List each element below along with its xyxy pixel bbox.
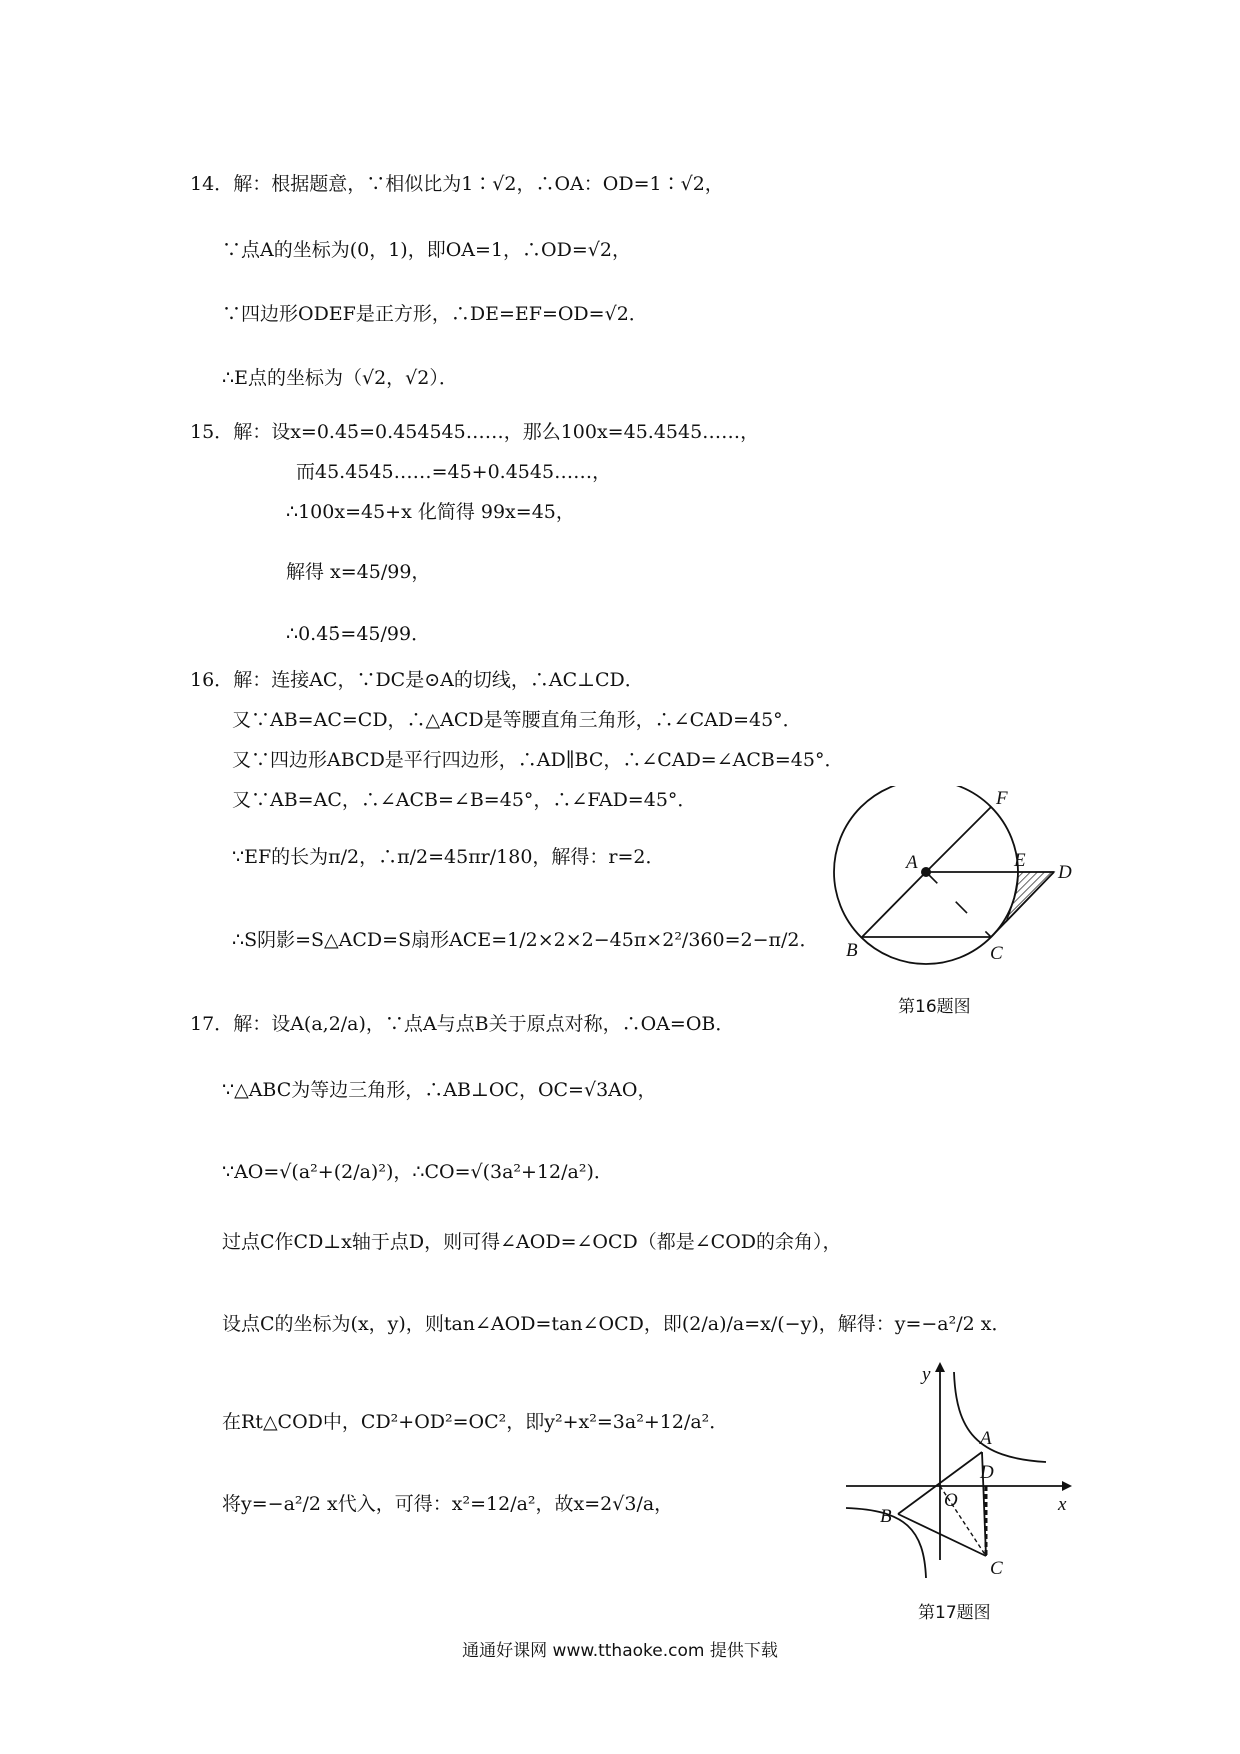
fig16-label-b: B <box>846 940 858 961</box>
p17-line1-text: 解：设A(a,2/a)，∵点A与点B关于原点对称，∴OA=OB． <box>233 1013 735 1035</box>
p14-line3: ∵四边形ODEF是正方形，∴DE=EF=OD=√2． <box>222 303 648 325</box>
fig17-label-x: x <box>1058 1494 1067 1515</box>
fig17-y-arrow <box>935 1362 945 1372</box>
p15-line3: ∴100x=45+x 化简得 99x=45， <box>286 501 575 523</box>
p14-line1 <box>190 172 724 196</box>
fig17-label-a: A <box>980 1428 992 1449</box>
fig16-center-dot <box>921 867 931 877</box>
fig16-label-d: D <box>1058 862 1072 883</box>
fig17-label-b: B <box>880 1506 892 1527</box>
fig17-label-o: O <box>944 1490 958 1511</box>
p17-line4: 过点C作CD⊥x轴于点D，则可得∠AOD=∠OCD（都是∠COD的余角）， <box>222 1231 842 1253</box>
fig16-label-c: C <box>990 943 1003 964</box>
fig16-label-a: A <box>906 852 918 873</box>
fig16-segment-af <box>926 807 991 872</box>
p17-line7: 将y=−a²/2 x代入，可得：x²=12/a²，故x=2√3/a， <box>222 1493 674 1515</box>
p14-line2: ∵点A的坐标为(0，1)，即OA=1，∴OD=√2， <box>222 239 631 261</box>
p16-line1-text: 解：连接AC，∵DC是⊙A的切线，∴AC⊥CD． <box>233 669 644 691</box>
fig16-label-e: E <box>1014 850 1026 871</box>
figure-16 <box>826 786 1086 976</box>
p16-line4: 又∵AB=AC，∴∠ACB=∠B=45°，∴∠FAD=45°． <box>232 789 697 811</box>
fig16-segment-ab <box>862 872 926 937</box>
p14-line1-text: 解：根据题意，∵相似比为1∶√2，∴OA：OD=1∶√2， <box>233 173 724 195</box>
p16-line2: 又∵AB=AC=CD，∴△ACD是等腰直角三角形，∴∠CAD=45°． <box>232 709 802 731</box>
p16-line5: ∵EF的长为π/2，∴π/2=45πr/180，解得：r=2． <box>232 846 665 868</box>
p15-line4: 解得 x=45/99， <box>286 561 431 583</box>
fig16-label-f: F <box>996 788 1008 809</box>
p15-line1 <box>190 420 759 444</box>
fig17-hyperbola-upper <box>954 1372 1046 1462</box>
figure-17 <box>836 1360 1076 1580</box>
p16-number: 16． <box>190 669 234 691</box>
p17-line2: ∵△ABC为等边三角形，∴AB⊥OC，OC=√3AO， <box>222 1079 657 1101</box>
p17-line5: 设点C的坐标为(x，y)，则tan∠AOD=tan∠OCD，即(2/a)/a=x/(−y)，解得：y=−a²/2 x． <box>222 1313 1011 1335</box>
fig17-label-d: D <box>980 1462 994 1483</box>
p14-line4: ∴E点的坐标为（√2，√2）． <box>222 367 458 389</box>
fig17-label-y: y <box>922 1364 931 1385</box>
p15-line1-text: 解：设x=0.4̇5̇=0.454545……，那么100x=45.4545……， <box>233 421 760 443</box>
fig16-shaded-region <box>1006 872 1054 922</box>
fig16-caption: 第16题图 <box>898 997 971 1017</box>
fig17-caption: 第17题图 <box>918 1603 991 1623</box>
p16-line6: ∴S阴影=S△ACD=S扇形ACE=1/2×2×2−45π×2²/360=2−π/2． <box>232 929 819 951</box>
p15-line2: 而45.4545……=45+0.4545……， <box>296 461 612 483</box>
p15-number: 15． <box>190 421 234 443</box>
p17-number: 17． <box>190 1013 234 1035</box>
p16-line3: 又∵四边形ABCD是平行四边形，∴AD∥BC，∴∠CAD=∠ACB=45°． <box>232 749 844 771</box>
fig16-segment-ac-dashed <box>926 872 991 937</box>
p17-line1 <box>190 1012 734 1036</box>
p14-number: 14． <box>190 173 234 195</box>
p17-line6: 在Rt△COD中，CD²+OD²=OC²，即y²+x²=3a²+12/a²． <box>222 1411 729 1433</box>
fig17-label-c: C <box>990 1558 1003 1579</box>
p16-line1 <box>190 668 644 692</box>
footer-source: 通通好课网 www.tthaoke.com 提供下载 <box>462 1641 778 1661</box>
fig17-x-arrow <box>1062 1481 1072 1491</box>
p17-line3: ∵AO=√(a²+(2/a)²)，∴CO=√(3a²+12/a²)． <box>222 1161 613 1183</box>
p15-line5: ∴0.4̇5̇=45/99． <box>286 623 431 645</box>
